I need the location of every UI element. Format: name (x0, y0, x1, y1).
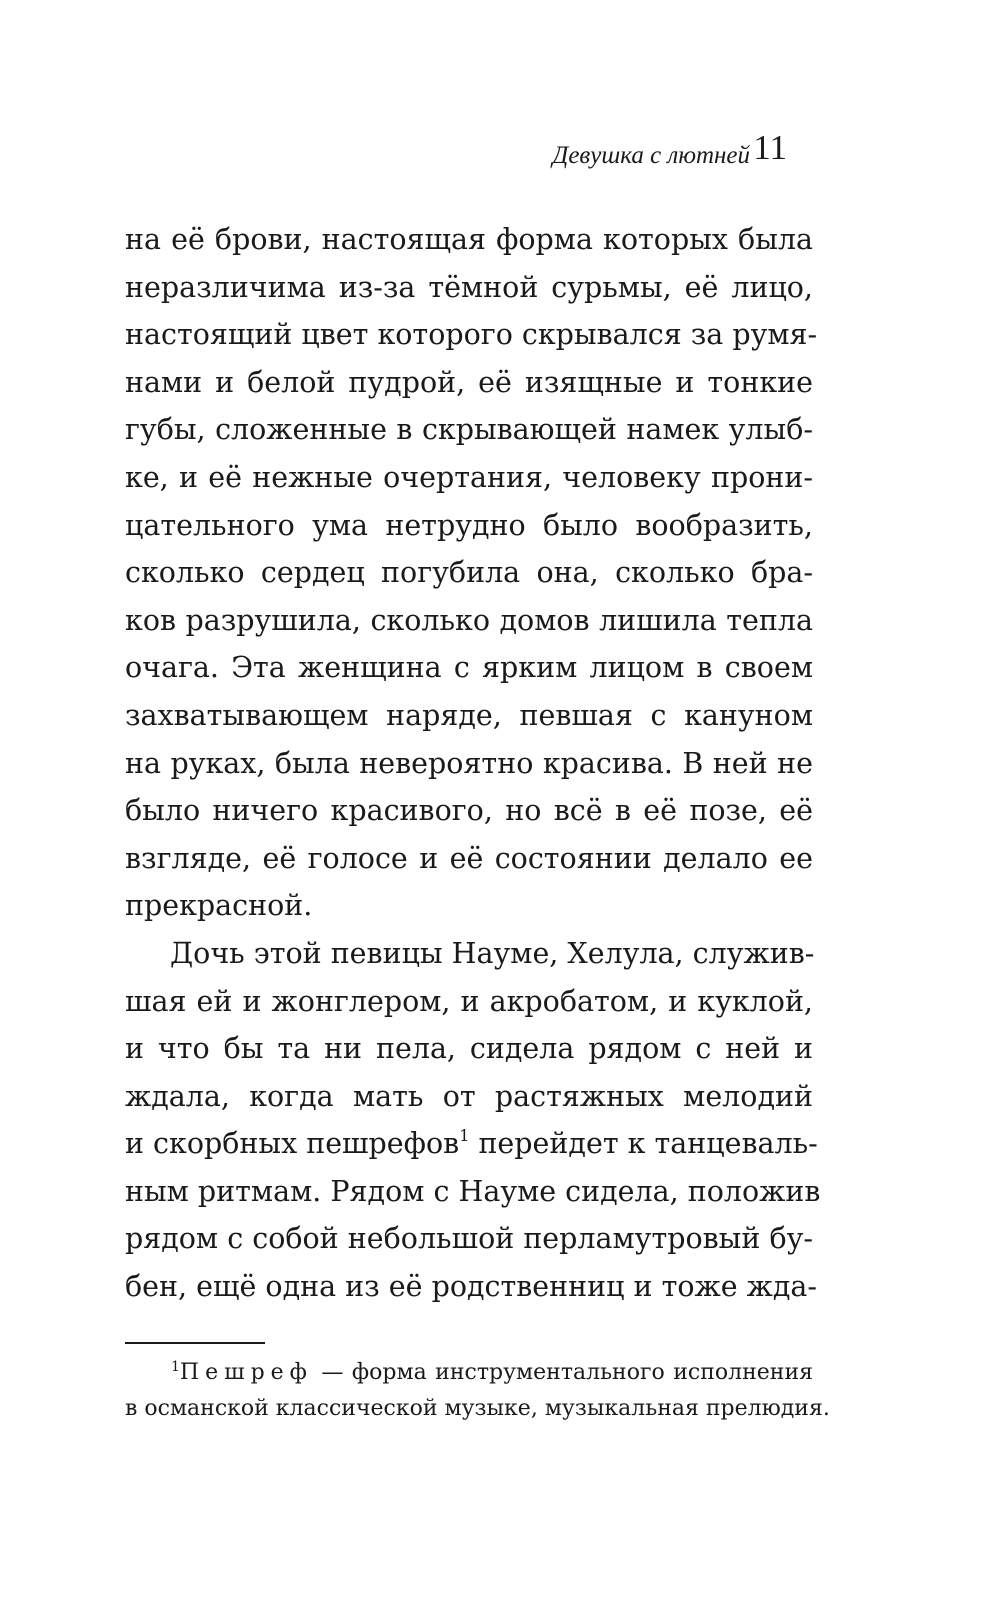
text-line: сколько сердец погубила она, сколько бра- (125, 556, 813, 590)
text-line: ждала, когда мать от растяжных мелодий (125, 1079, 813, 1113)
page-number: 11 (753, 128, 787, 167)
text-segment: и скорбных пешрефов (125, 1127, 460, 1161)
footnote (125, 1355, 830, 1427)
text-line-with-footnote (125, 1120, 818, 1168)
footnote-divider (125, 1342, 265, 1344)
text-line: губы, сложенные в скрывающей намек улыб- (125, 413, 813, 447)
text-line: на руках, была невероятно красива. В ней не (125, 746, 813, 780)
text-line: настоящий цвет которого скрывался за румя- (125, 318, 818, 352)
text-line: ков разрушила, сколько домов лишила тепла (125, 603, 813, 637)
running-head (0, 128, 1000, 178)
text-line: неразличима из-за тёмной сурьмы, её лицо, (125, 270, 813, 304)
footnote-line (125, 1355, 813, 1391)
text-line: очага. Эта женщина с ярким лицом в своем (125, 651, 813, 685)
running-head-title: Девушка с лютней (552, 142, 750, 169)
main-text (125, 216, 821, 1311)
text-line: цательного ума нетрудно было вообразить, (125, 508, 813, 542)
text-line: было ничего красивого, но всё в её позе, её (125, 794, 813, 828)
footnote-text: — форма инструментального исполнения (321, 1360, 813, 1385)
text-line: нами и белой пудрой, её изящные и тонкие (125, 365, 813, 399)
footnote-marker: 1 (171, 1359, 180, 1375)
text-line: прекрасной. (125, 889, 313, 923)
text-segment: перейдет к танцеваль- (478, 1127, 818, 1161)
text-line: ке, и её нежные очертания, человеку прони- (125, 460, 813, 494)
text-line: на её брови, настоящая форма которых была (125, 223, 813, 256)
text-line: шая ей и жонглером, и акробатом, и куклой, (125, 984, 813, 1018)
text-line: рядом с собой небольшой перламутровый бу- (125, 1222, 813, 1256)
footnote-reference[interactable]: 1 (459, 1126, 470, 1146)
text-line-paragraph-start: Дочь этой певицы Науме, Хелула, служив- (170, 936, 815, 970)
text-line: бен, ещё одна из её родственниц и тоже жда- (125, 1270, 818, 1304)
text-line: и что бы та ни пела, сидела рядом с ней и (125, 1032, 813, 1066)
footnote-line: в османской классической музыке, музыкальная прелюдия. (125, 1396, 830, 1421)
text-line: захватывающем наряде, певшая с кануном (125, 698, 813, 732)
footnote-term: Пешреф (179, 1360, 313, 1385)
text-line: взгляде, её голосе и её состоянии делало ее (125, 841, 813, 875)
text-line: ным ритмам. Рядом с Науме сидела, положив (125, 1174, 821, 1208)
